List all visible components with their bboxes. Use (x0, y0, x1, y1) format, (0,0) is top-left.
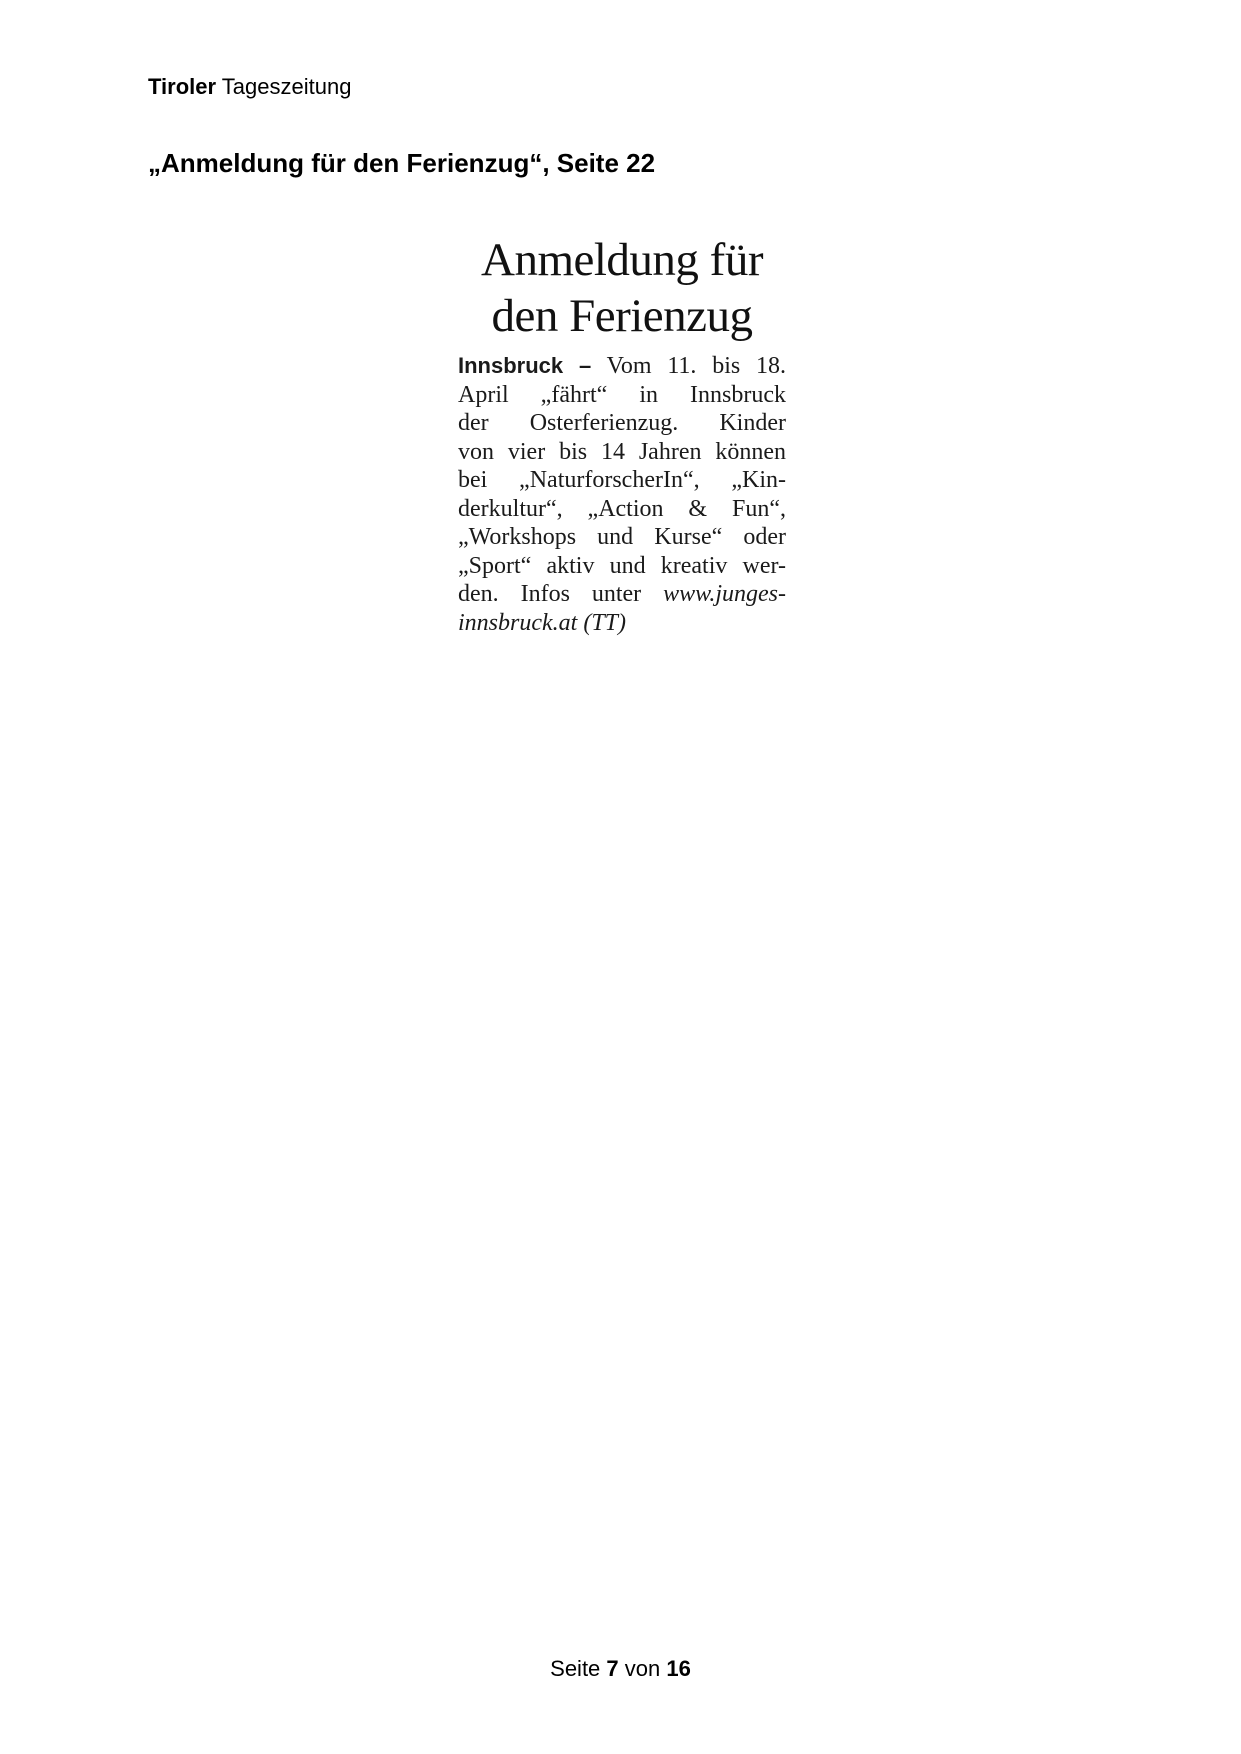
dateline: Innsbruck – (458, 353, 592, 378)
body-line-5: bei „NaturforscherIn“, „Kin- (458, 467, 786, 493)
publication-name (148, 74, 351, 100)
headline-line-1: Anmeldung für (481, 234, 763, 286)
body-line-4: von vier bis 14 Jahren können (458, 438, 786, 465)
current-page-number: 7 (606, 1656, 619, 1681)
body-line-2: April „fährt“ in Innsbruck (458, 381, 786, 408)
publication-name-bold: Tiroler (148, 74, 217, 99)
body-line-7: „Workshops und Kurse“ oder (458, 524, 786, 550)
body-line-9 (458, 580, 786, 609)
website-link-part-2: innsbruck.at (TT) (458, 609, 626, 636)
website-link-part-1: www.junges- (663, 581, 786, 607)
body-line-9-text: den. Infos unter (458, 581, 664, 607)
body-line-1 (458, 352, 786, 381)
total-page-count: 16 (666, 1656, 691, 1681)
footer-prefix: Seite (550, 1656, 607, 1681)
document-title: „Anmeldung für den Ferienzug“, Seite 22 (148, 148, 656, 178)
page-footer (0, 1656, 1241, 1682)
newspaper-clipping (458, 232, 786, 637)
body-line-1-text: Vom 11. bis 18. (591, 353, 787, 379)
clipping-headline (458, 232, 786, 344)
body-line-3: der Osterferienzug. Kinder (458, 410, 786, 436)
publication-name-regular: Tageszeitung (221, 74, 352, 99)
clipping-body (458, 352, 786, 637)
headline-line-2: den Ferienzug (491, 290, 753, 342)
body-line-8: „Sport“ aktiv und kreativ wer- (458, 552, 786, 579)
footer-middle: von (618, 1656, 667, 1681)
body-line-6: derkultur“, „Action & Fun“, (458, 495, 786, 522)
